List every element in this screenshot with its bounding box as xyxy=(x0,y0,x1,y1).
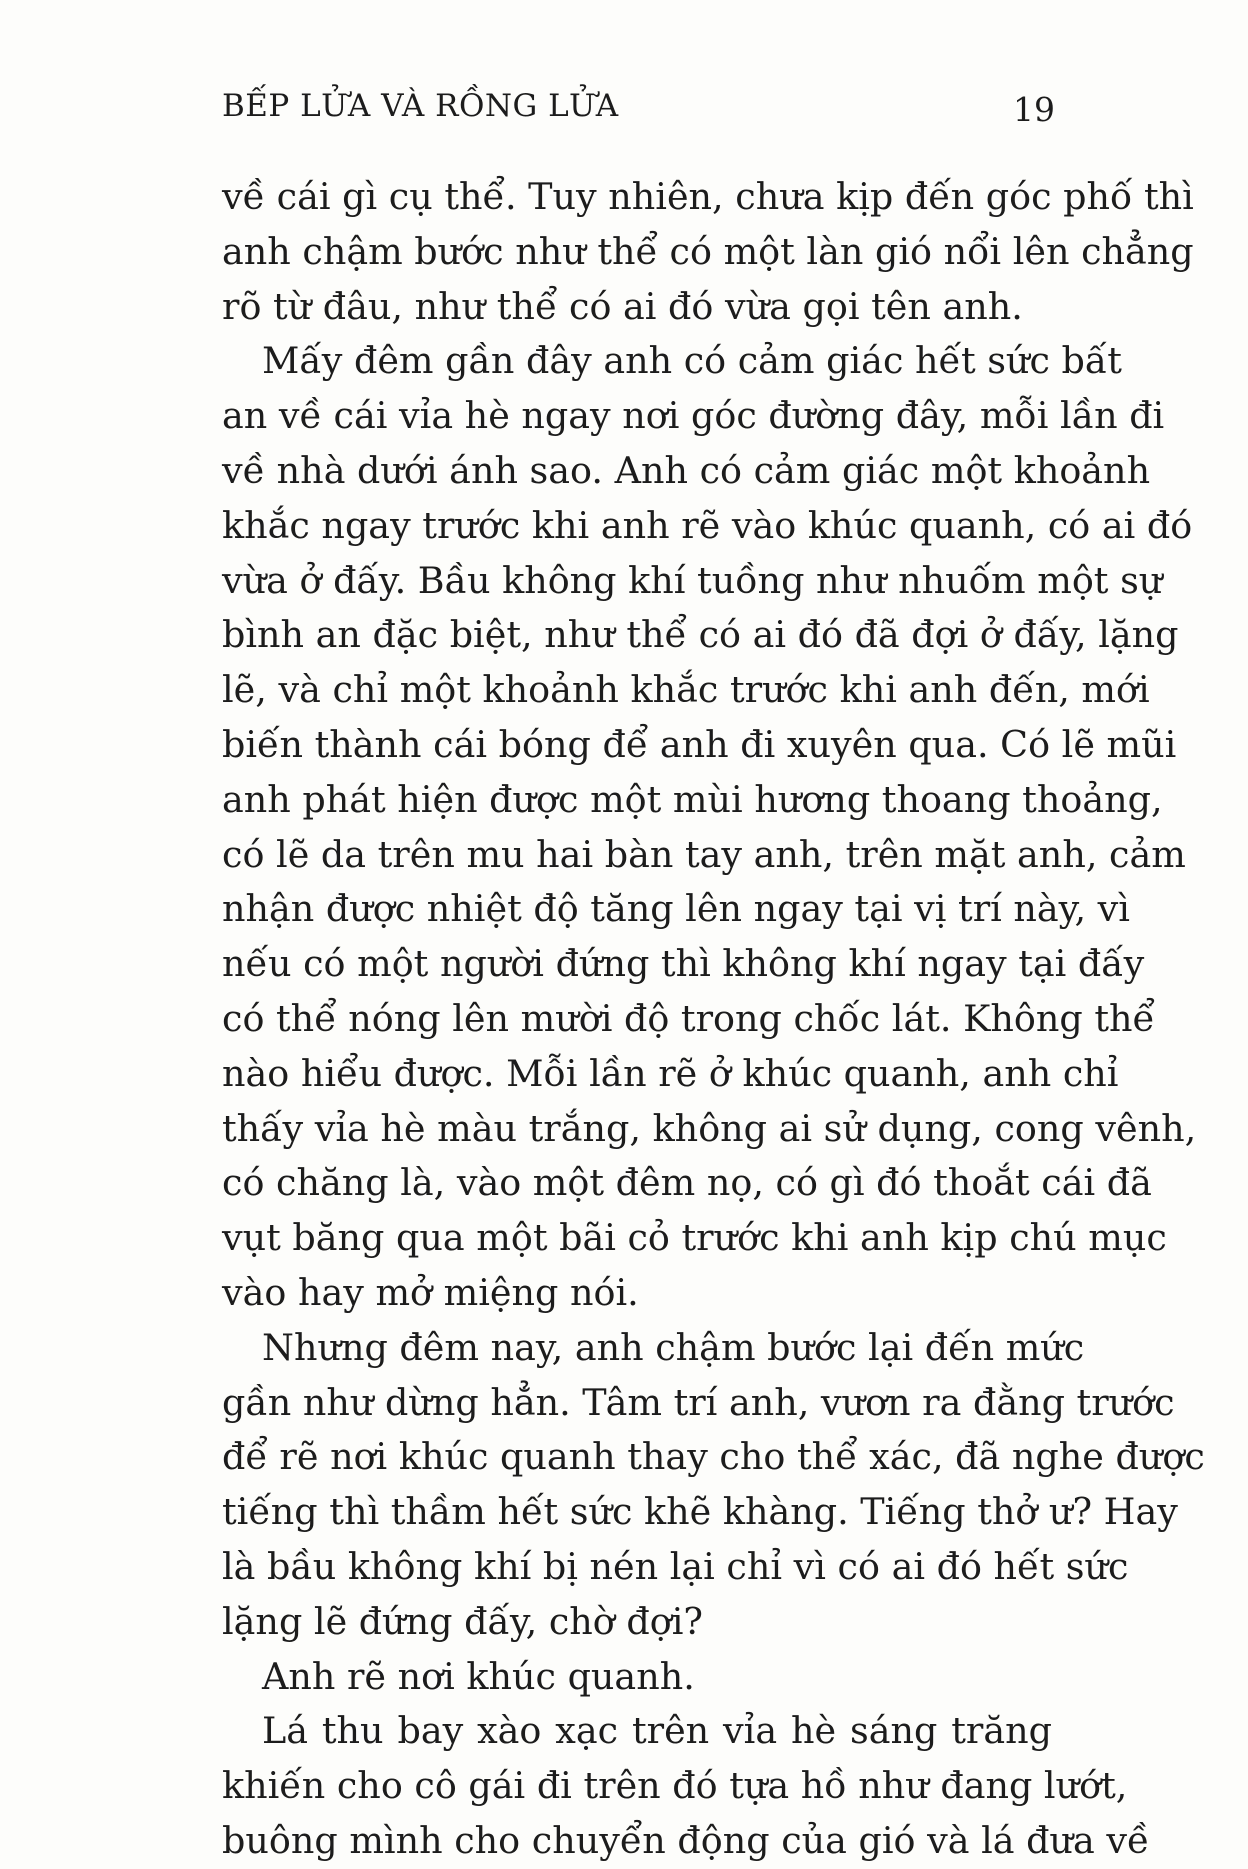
text-line: nếu có một người đứng thì không khí ngay tại đấy xyxy=(222,942,1145,986)
paragraph xyxy=(222,1650,1052,1705)
page-number: 19 xyxy=(1013,90,1055,129)
text-line: là bầu không khí bị nén lại chỉ vì có ai đó hết sức xyxy=(222,1544,1129,1588)
text-line: an về cái vỉa hè ngay nơi góc đường đây, mỗi lần đi xyxy=(222,394,1165,438)
text-line: tiếng thì thầm hết sức khẽ khàng. Tiếng thở ư? Hay xyxy=(222,1490,1178,1534)
text-line: anh chậm bước như thể có một làn gió nổi lên chẳng xyxy=(222,229,1194,273)
text-line: gần như dừng hẳn. Tâm trí anh, vươn ra đằng trước xyxy=(222,1380,1175,1424)
paragraph xyxy=(222,1704,1150,1868)
text-line: Lá thu bay xào xạc trên vỉa hè sáng trăng xyxy=(262,1709,1052,1753)
text-line: Anh rẽ nơi khúc quanh. xyxy=(262,1654,695,1698)
text-line: vụt băng qua một bãi cỏ trước khi anh kịp chú mục xyxy=(222,1216,1167,1260)
text-line: anh phát hiện được một mùi hương thoang thoảng, xyxy=(222,777,1163,821)
text-line: rõ từ đâu, như thể có ai đó vừa gọi tên anh. xyxy=(222,284,1023,328)
text-line: khắc ngay trước khi anh rẽ vào khúc quanh, có ai đó xyxy=(222,503,1193,547)
text-line: có lẽ da trên mu hai bàn tay anh, trên mặt anh, cảm xyxy=(222,832,1186,876)
paragraph xyxy=(222,334,1197,1320)
text-line: lẽ, và chỉ một khoảnh khắc trước khi anh đến, mới xyxy=(222,668,1150,712)
body-text xyxy=(222,170,1205,1869)
text-line: về nhà dưới ánh sao. Anh có cảm giác một khoảnh xyxy=(222,448,1151,492)
text-line: Nhưng đêm nay, anh chậm bước lại đến mức xyxy=(262,1325,1085,1369)
text-line: vào hay mở miệng nói. xyxy=(222,1270,639,1314)
text-line: để rẽ nơi khúc quanh thay cho thể xác, đã nghe được xyxy=(222,1435,1205,1479)
text-line: lặng lẽ đứng đấy, chờ đợi? xyxy=(222,1599,703,1643)
text-line: khiến cho cô gái đi trên đó tựa hồ như đang lướt, xyxy=(222,1764,1128,1808)
text-line: thấy vỉa hè màu trắng, không ai sử dụng, cong vênh, xyxy=(222,1106,1197,1150)
text-line: có thể nóng lên mười độ trong chốc lát. Không thể xyxy=(222,996,1155,1040)
text-line: biến thành cái bóng để anh đi xuyên qua. Có lẽ mũi xyxy=(222,722,1177,766)
paragraph xyxy=(222,170,1194,334)
text-line: có chăng là, vào một đêm nọ, có gì đó thoắt cái đã xyxy=(222,1161,1152,1205)
text-line: về cái gì cụ thể. Tuy nhiên, chưa kịp đến góc phố thì xyxy=(222,175,1194,218)
running-title: BẾP LỬA VÀ RỒNG LỬA xyxy=(222,88,619,124)
text-line: vừa ở đấy. Bầu không khí tuồng như nhuốm một sự xyxy=(222,558,1163,602)
text-line: nào hiểu được. Mỗi lần rẽ ở khúc quanh, anh chỉ xyxy=(222,1051,1119,1095)
text-line: bình an đặc biệt, như thể có ai đó đã đợi ở đấy, lặng xyxy=(222,613,1179,657)
text-line: nhận được nhiệt độ tăng lên ngay tại vị trí này, vì xyxy=(222,887,1130,931)
text-line: Mấy đêm gần đây anh có cảm giác hết sức bất xyxy=(262,339,1122,383)
text-line: buông mình cho chuyển động của gió và lá đưa về xyxy=(222,1818,1150,1862)
paragraph xyxy=(222,1321,1205,1650)
